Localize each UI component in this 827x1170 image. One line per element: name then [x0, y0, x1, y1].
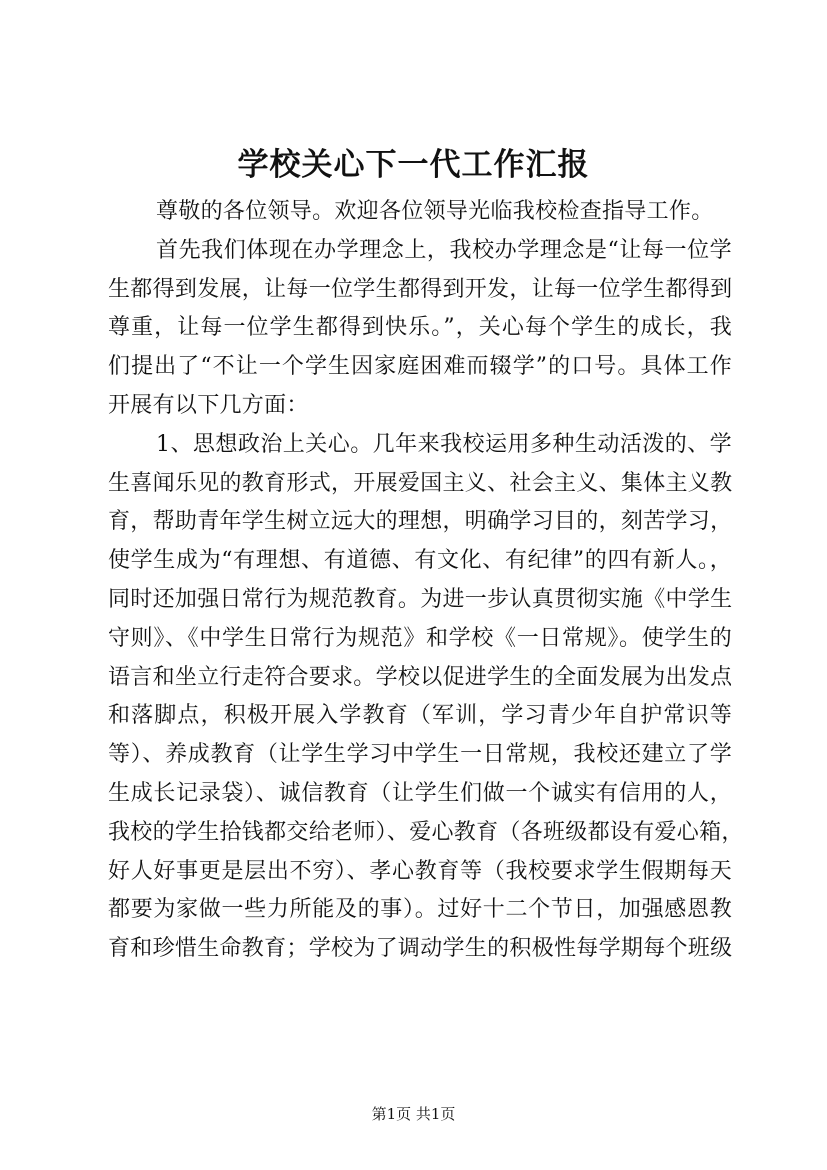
text-line: 首先我们体现在办学理念上，我校办学理念是“让每一位学	[156, 237, 732, 263]
page-footer: 第1页 共1页	[371, 1105, 456, 1123]
text-line: 开展有以下几方面：	[108, 392, 309, 418]
text-line: 生都得到发展，让每一位学生都得到开发，让每一位学生都得到	[108, 276, 733, 302]
text-line: 育，帮助青年学生树立远大的理想，明确学习目的，刻苦学习，	[108, 509, 733, 535]
text-line: 我校的学生拾钱都交给老师）、爱心教育（各班级都设有爱心箱，	[108, 819, 744, 845]
document-body	[108, 193, 744, 969]
text-line: 们提出了“不让一个学生因家庭困难而辍学”的口号。具体工作	[108, 354, 732, 380]
text-line: 同时还加强日常行为规范教育。为进一步认真贯彻实施《中学生	[108, 586, 733, 612]
text-line: 尊重，让每一位学生都得到快乐。”，关心每个学生的成长，我	[108, 315, 732, 341]
text-line: 好人好事更是层出不穷）、孝心教育等（我校要求学生假期每天	[108, 858, 732, 884]
document-title: 学校关心下一代工作汇报	[237, 147, 590, 183]
text-line: 尊敬的各位领导。欢迎各位领导光临我校检查指导工作。	[156, 199, 714, 224]
text-line: 生喜闻乐见的教育形式，开展爱国主义、社会主义、集体主义教	[108, 470, 733, 496]
text-line: 语言和坐立行走符合要求。学校以促进学生的全面发展为出发点	[108, 664, 733, 690]
text-line: 生成长记录袋）、诚信教育（让学生们做一个诚实有信用的人，	[108, 780, 732, 806]
text-line: 和落脚点，积极开展入学教育（军训，学习青少年自护常识等	[108, 703, 732, 729]
text-line: 1、思想政治上关心。几年来我校运用多种生动活泼的、学	[156, 431, 732, 457]
text-line: 都要为家做一些力所能及的事）。过好十二个节日，加强感恩教	[108, 897, 732, 923]
text-line: 等）、养成教育（让学生学习中学生一日常规，我校还建立了学	[108, 742, 732, 768]
text-line: 育和珍惜生命教育；学校为了调动学生的积极性每学期每个班级	[108, 936, 733, 962]
text-line: 使学生成为“有理想、有道德、有文化、有纪律”的四有新人。，	[108, 548, 732, 574]
text-line: 守则》、《中学生日常行为规范》和学校《一日常规》。使学生的	[108, 625, 732, 651]
